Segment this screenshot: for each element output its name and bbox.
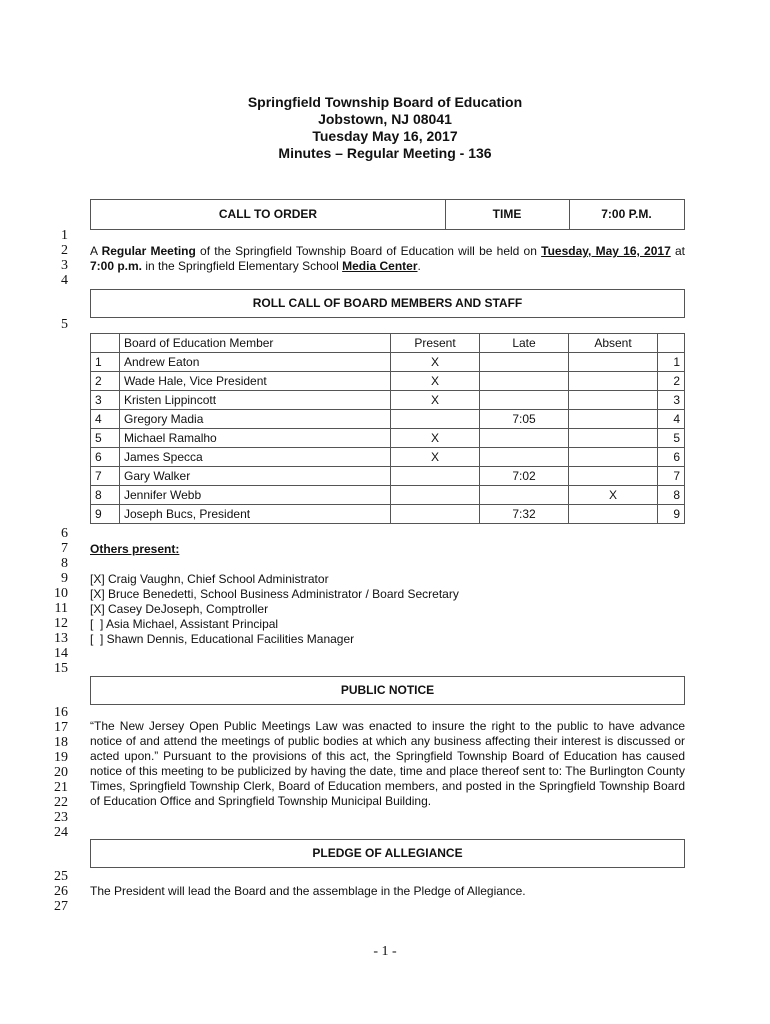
- member-name: Michael Ramalho: [120, 429, 391, 448]
- time-value: 7:00 P.M.: [601, 207, 652, 221]
- intro-text: .: [417, 259, 421, 273]
- public-notice-heading-box: [90, 676, 685, 705]
- intro-text: of the Springfield Township Board of Education will be held on: [195, 244, 542, 258]
- late-time: [480, 372, 569, 391]
- column-header-member: Board of Education Member: [120, 334, 391, 353]
- line-number: 27: [54, 899, 68, 914]
- row-number: 1: [91, 353, 120, 372]
- others-present-heading: Others present:: [90, 542, 180, 556]
- late-time: 7:02: [480, 467, 569, 486]
- row-number-right: 6: [658, 448, 685, 467]
- member-name: Jennifer Webb: [120, 486, 391, 505]
- roll-call-heading: ROLL CALL OF BOARD MEMBERS AND STAFF: [252, 296, 523, 310]
- absent-mark: [569, 448, 658, 467]
- line-number: 2: [61, 243, 68, 258]
- line-number: 4: [61, 273, 68, 288]
- present-mark: X: [391, 429, 480, 448]
- absent-mark: [569, 429, 658, 448]
- call-to-order-cell: [91, 200, 446, 229]
- line-number: 1: [61, 228, 68, 243]
- absent-mark: [569, 505, 658, 524]
- line-number: 8: [61, 556, 68, 571]
- intro-location: Media Center: [342, 259, 418, 273]
- late-time: [480, 429, 569, 448]
- date-title: Tuesday May 16, 2017: [312, 128, 458, 144]
- member-name: James Specca: [120, 448, 391, 467]
- call-to-order-box: [90, 199, 685, 230]
- row-number-right: 5: [658, 429, 685, 448]
- member-name: Kristen Lippincott: [120, 391, 391, 410]
- others-present-item: [ ] Asia Michael, Assistant Principal: [90, 617, 279, 631]
- table-row: [91, 410, 685, 429]
- line-number: 23: [54, 810, 68, 825]
- line-number: 15: [54, 661, 68, 676]
- column-header-rnum: [658, 334, 685, 353]
- row-number-right: 9: [658, 505, 685, 524]
- row-number: 5: [91, 429, 120, 448]
- table-row: [91, 448, 685, 467]
- line-number: 10: [54, 586, 68, 601]
- table-row: [91, 372, 685, 391]
- time-value-cell: [569, 200, 684, 229]
- public-notice-heading: PUBLIC NOTICE: [340, 683, 435, 697]
- table-row: [91, 486, 685, 505]
- line-number: 19: [54, 750, 68, 765]
- present-mark: X: [391, 353, 480, 372]
- pledge-heading: PLEDGE OF ALLEGIANCE: [312, 846, 463, 860]
- row-number: 4: [91, 410, 120, 429]
- row-number-right: 1: [658, 353, 685, 372]
- meeting-title: Minutes – Regular Meeting - 136: [278, 145, 492, 161]
- member-name: Gregory Madia: [120, 410, 391, 429]
- late-time: [480, 353, 569, 372]
- intro-text: in the Springfield Elementary School: [142, 259, 343, 273]
- absent-mark: [569, 353, 658, 372]
- line-number: 22: [54, 795, 68, 810]
- table-row: [91, 429, 685, 448]
- line-number: 3: [61, 258, 68, 273]
- present-mark: X: [391, 372, 480, 391]
- line-number: 26: [54, 884, 68, 899]
- column-header-num: [91, 334, 120, 353]
- intro-time: 7:00 p.m.: [90, 259, 143, 273]
- line-number: 16: [54, 705, 68, 720]
- table-row: [91, 467, 685, 486]
- meeting-intro-paragraph: [90, 244, 685, 274]
- line-number: 5: [61, 317, 68, 332]
- others-present-item: [X] Craig Vaughn, Chief School Administrator: [90, 572, 329, 586]
- member-name: Joseph Bucs, President: [120, 505, 391, 524]
- row-number-right: 8: [658, 486, 685, 505]
- table-row: [91, 353, 685, 372]
- late-time: 7:32: [480, 505, 569, 524]
- line-number: 20: [54, 765, 68, 780]
- row-number-right: 2: [658, 372, 685, 391]
- intro-text: at: [670, 244, 685, 258]
- late-time: [480, 448, 569, 467]
- line-number: 14: [54, 646, 68, 661]
- member-name: Andrew Eaton: [120, 353, 391, 372]
- row-number: 9: [91, 505, 120, 524]
- absent-mark: X: [569, 486, 658, 505]
- line-number: 9: [61, 571, 68, 586]
- late-time: [480, 391, 569, 410]
- line-number: 7: [61, 541, 68, 556]
- others-present-item: [X] Bruce Benedetti, School Business Administrator / Board Secretary: [90, 587, 459, 601]
- absent-mark: [569, 372, 658, 391]
- roll-call-table: [90, 333, 685, 524]
- board-name-title: Springfield Township Board of Education: [247, 94, 523, 110]
- row-number: 6: [91, 448, 120, 467]
- late-time: [480, 486, 569, 505]
- member-name: Gary Walker: [120, 467, 391, 486]
- line-number: 21: [54, 780, 68, 795]
- location-title: Jobstown, NJ 08041: [318, 111, 452, 127]
- row-number: 2: [91, 372, 120, 391]
- table-row: [91, 505, 685, 524]
- line-number: 18: [54, 735, 68, 750]
- line-number: 25: [54, 869, 68, 884]
- others-present-item: [ ] Shawn Dennis, Educational Facilities Manager: [90, 632, 355, 646]
- present-mark: [391, 505, 480, 524]
- present-mark: [391, 467, 480, 486]
- column-header-present: Present: [391, 334, 480, 353]
- line-number: 13: [54, 631, 68, 646]
- row-number: 8: [91, 486, 120, 505]
- intro-date: Tuesday, May 16, 2017: [541, 244, 671, 258]
- table-row: [91, 391, 685, 410]
- line-number: 6: [61, 526, 68, 541]
- intro-text: A: [90, 244, 102, 258]
- column-header-absent: Absent: [569, 334, 658, 353]
- row-number-right: 7: [658, 467, 685, 486]
- line-number: 17: [54, 720, 68, 735]
- time-label: TIME: [492, 207, 522, 221]
- present-mark: X: [391, 391, 480, 410]
- row-number: 7: [91, 467, 120, 486]
- absent-mark: [569, 410, 658, 429]
- row-number: 3: [91, 391, 120, 410]
- pledge-paragraph: The President will lead the Board and the assemblage in the Pledge of Allegiance.: [90, 884, 526, 898]
- row-number-right: 3: [658, 391, 685, 410]
- intro-meeting-type: Regular Meeting: [101, 244, 196, 258]
- present-mark: X: [391, 448, 480, 467]
- member-name: Wade Hale, Vice President: [120, 372, 391, 391]
- roll-call-heading-box: [90, 289, 685, 318]
- call-to-order-label: CALL TO ORDER: [218, 207, 318, 221]
- absent-mark: [569, 467, 658, 486]
- others-present-item: [X] Casey DeJoseph, Comptroller: [90, 602, 269, 616]
- row-number-right: 4: [658, 410, 685, 429]
- line-number: 12: [54, 616, 68, 631]
- time-label-cell: [445, 200, 570, 229]
- line-number: 24: [54, 825, 68, 840]
- table-header-row: [91, 334, 685, 353]
- late-time: 7:05: [480, 410, 569, 429]
- present-mark: [391, 410, 480, 429]
- public-notice-paragraph: “The New Jersey Open Public Meetings Law was enacted to insure the right to the public to have advance notice of and attend the meetings of public bodies at which any business affecting their interest is discussed or acted upon.” Pursuant to the provisions of this act, the Springfield Township Board of Education has caused notice of this meeting to be publicized by having the date, time and place thereof sent to: The Burlington County Times, Springfield Township Clerk, Board of Education members, and posted in the Springfield Township Board of Education Office and Springfield Township Municipal Building.: [90, 719, 685, 808]
- column-header-late: Late: [480, 334, 569, 353]
- present-mark: [391, 486, 480, 505]
- page-number: - 1 -: [373, 944, 397, 959]
- absent-mark: [569, 391, 658, 410]
- pledge-heading-box: [90, 839, 685, 868]
- line-number: 11: [54, 601, 68, 616]
